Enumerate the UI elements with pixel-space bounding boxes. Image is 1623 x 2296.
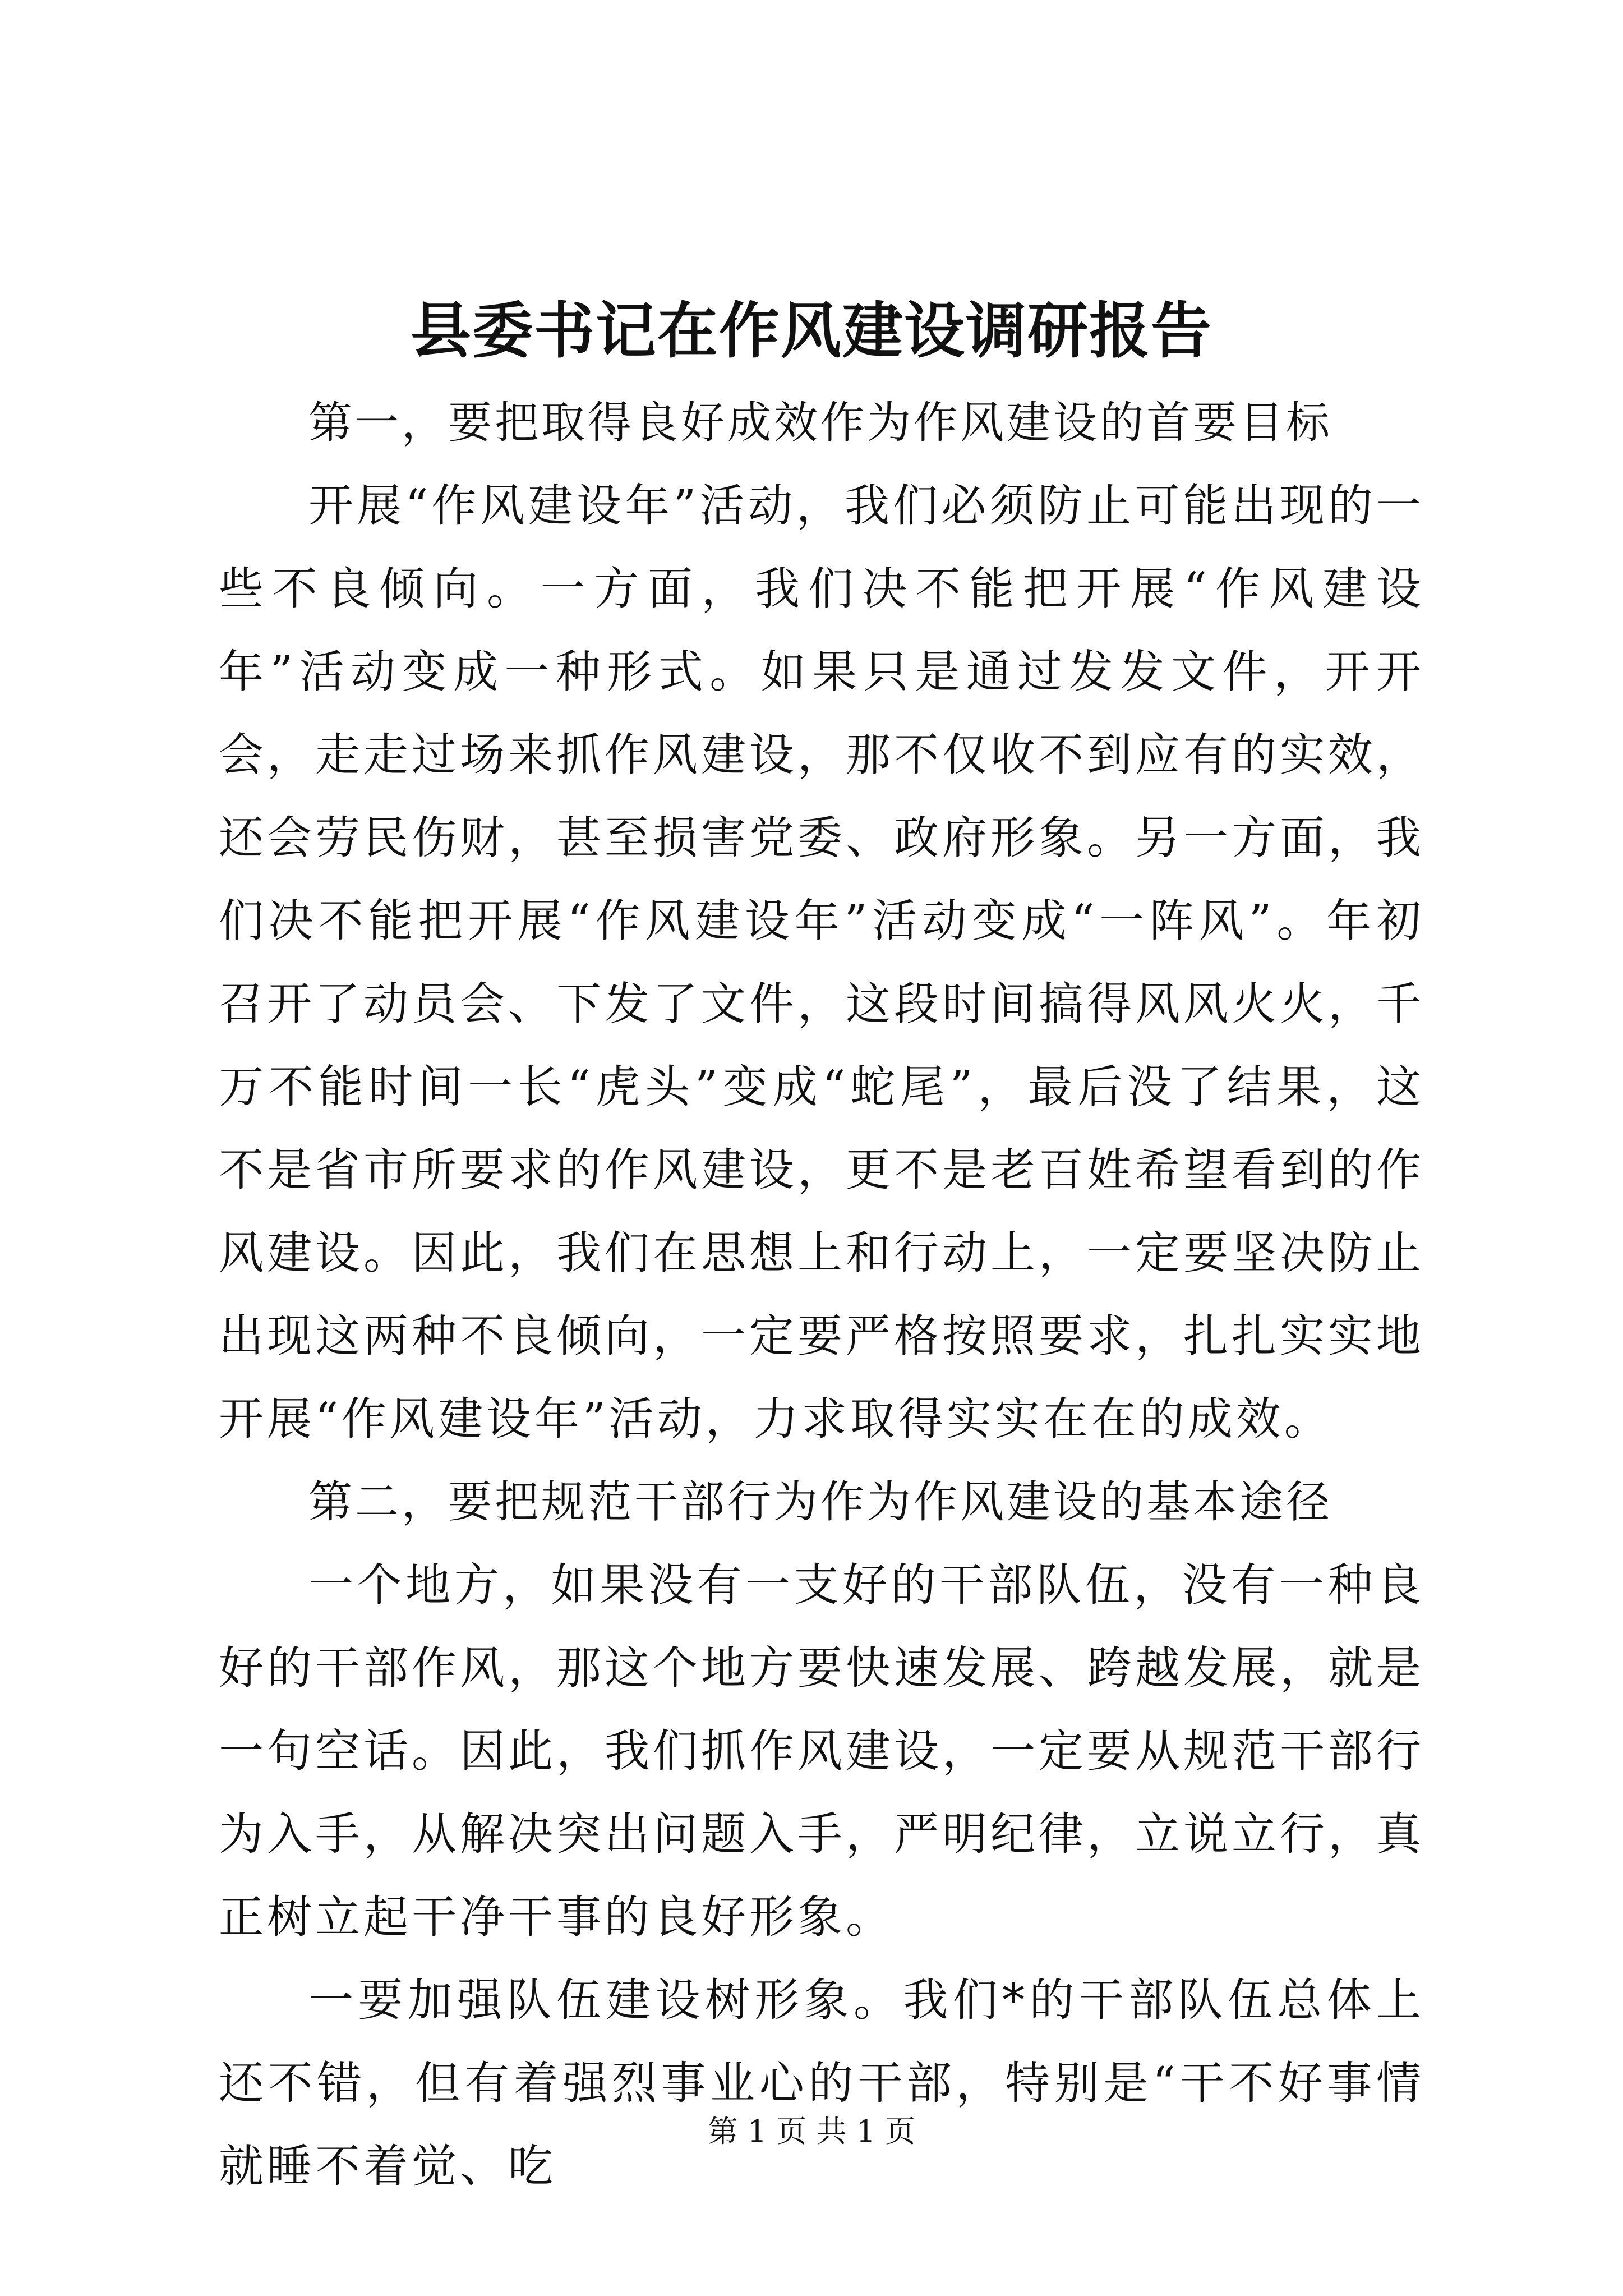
body-paragraph-2: 一个地方，如果没有一支好的干部队伍，没有一种良好的干部作风，那这个地方要快速发展、跨越发展，就是一句空话。因此，我们抓作风建设，一定要从规范干部行为入手，从解决突出问题入手，严明纪律，立说立行，真正树立起干净干事的良好形象。 (219, 1559, 1424, 1943)
section-heading-2: 第二，要把规范干部行为作为作风建设的基本途径 (308, 1477, 1333, 1527)
body-paragraph-1: 开展“作风建设年”活动，我们必须防止可能出现的一些不良倾向。一方面，我们决不能把开展“作风建设年”活动变成一种形式。如果只是通过发发文件，开开会，走走过场来抓作风建设，那不仅收不到应有的实效，还会劳民伤财，甚至损害党委、政府形象。另一方面，我们决不能把开展“作风建设年”活动变成“一阵风”。年初召开了动员会、下发了文件，这段时间搞得风风火火，千万不能时间一长“虎头”变成“蛇尾”，最后没了结果，这不是省市所要求的作风建设，更不是老百姓希望看到的作风建设。因此，我们在思想上和行动上，一定要坚决防止出现这两种不良倾向，一定要严格按照要求，扎扎实实地开展“作风建设年”活动，力求取得实实在在的成效。 (219, 480, 1424, 1445)
page-number-footer: 第 1 页 共 1 页 (707, 2114, 916, 2149)
body-paragraph-3: 一要加强队伍建设树形象。我们*的干部队伍总体上还不错，但有着强烈事业心的干部，特别是“干不好事情就睡不着觉、吃 (219, 1974, 1424, 2192)
document-title: 县委书记在作风建设调研报告 (410, 296, 1212, 366)
document-body (219, 381, 1424, 2208)
section-heading-1: 第一，要把取得良好成效作为作风建设的首要目标 (308, 398, 1333, 448)
